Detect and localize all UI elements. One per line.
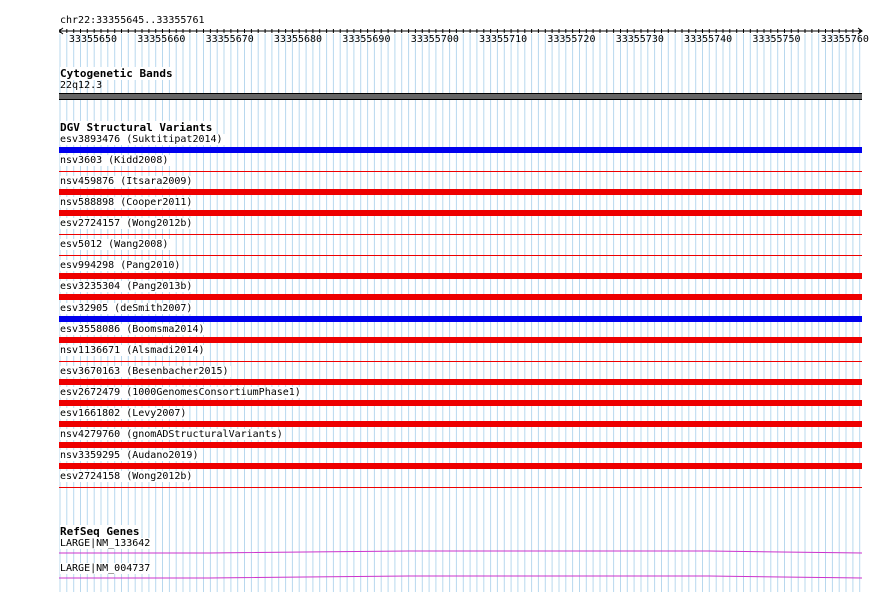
refseq-gene-line — [59, 551, 862, 553]
ruler-tick-label: 33355650 — [68, 34, 118, 45]
dgv-variant-label[interactable]: esv3893476 (Suktitipat2014) — [60, 134, 223, 145]
cytoband-bar[interactable] — [59, 93, 862, 100]
dgv-variant-bar[interactable] — [59, 147, 862, 153]
ruler-location: chr22:33355645..33355761 — [60, 15, 205, 26]
dgv-variant-bar[interactable] — [59, 189, 862, 195]
dgv-variant-bar[interactable] — [59, 337, 862, 343]
ruler-tick-label: 33355710 — [479, 34, 528, 45]
dgv-variant-line[interactable] — [59, 361, 862, 362]
ruler-tick-label: 33355690 — [342, 34, 391, 45]
dgv-variant-bar[interactable] — [59, 463, 862, 469]
dgv-variant-label[interactable]: esv5012 (Wang2008) — [60, 239, 169, 251]
dgv-variant-label[interactable]: nsv588898 (Cooper2011) — [60, 197, 193, 209]
refseq-gene-label[interactable]: LARGE|NM_133642 — [60, 538, 151, 549]
dgv-variant-label[interactable]: esv3558086 (Boomsma2014) — [60, 323, 205, 335]
dgv-variant-bar[interactable] — [59, 421, 862, 427]
dgv-variant-label[interactable]: esv3670163 (Besenbacher2015) — [60, 365, 229, 377]
dgv-variant-label[interactable]: nsv1136671 (Alsmadi2014) — [60, 344, 205, 356]
dgv-variant-bar[interactable] — [59, 294, 862, 300]
dgv-variant-bar[interactable] — [59, 400, 862, 406]
ruler-tick-label: 33355730 — [615, 34, 664, 45]
dgv-variant-label[interactable]: esv994298 (Pang2010) — [60, 260, 181, 272]
ruler-tick-label: 33355700 — [410, 34, 459, 45]
dgv-variant-label[interactable]: nsv3359295 (Audano2019) — [60, 449, 199, 461]
dgv-variant-label[interactable]: nsv3603 (Kidd2008) — [60, 155, 169, 167]
dgv-variant-label[interactable]: nsv4279760 (gnomADStructuralVariants) — [60, 428, 283, 440]
ruler-tick-label: 33355660 — [137, 34, 186, 45]
refseq-gene-model[interactable] — [59, 549, 862, 555]
cytoband-track-title: Cytogenetic Bands — [60, 67, 173, 80]
refseq-gene-model[interactable] — [59, 574, 862, 580]
dgv-track-title: DGV Structural Variants — [60, 121, 213, 134]
dgv-variant-line[interactable] — [59, 255, 862, 256]
ruler-tick-label: 33355740 — [684, 34, 733, 45]
dgv-variant-label[interactable]: esv2672479 (1000GenomesConsortiumPhase1) — [60, 386, 301, 398]
dgv-variant-bar[interactable] — [59, 316, 862, 322]
dgv-variant-label[interactable]: esv3235304 (Pang2013b) — [60, 281, 193, 293]
ruler-tick-label: 33355750 — [752, 34, 801, 45]
dgv-variant-label[interactable]: nsv459876 (Itsara2009) — [60, 176, 193, 188]
refseq-gene-label[interactable]: LARGE|NM_004737 — [60, 563, 151, 574]
dgv-variant-bar[interactable] — [59, 273, 862, 279]
dgv-variant-bar[interactable] — [59, 379, 862, 385]
ruler-tick-label: 33355680 — [273, 34, 323, 45]
ruler-tick-label: 33355670 — [205, 34, 254, 45]
dgv-variant-label[interactable]: esv2724158 (Wong2012b) — [60, 471, 193, 482]
cytoband-label: 22q12.3 — [60, 80, 103, 91]
ruler-tick-label: 33355720 — [547, 34, 596, 45]
dgv-variant-line[interactable] — [59, 234, 862, 235]
dgv-variant-line[interactable] — [59, 171, 862, 172]
dgv-variant-line[interactable] — [59, 487, 862, 488]
dgv-variant-bar[interactable] — [59, 442, 862, 448]
dgv-variant-label[interactable]: esv2724157 (Wong2012b) — [60, 218, 193, 230]
dgv-variant-bar[interactable] — [59, 210, 862, 216]
dgv-variant-label[interactable]: esv1661802 (Levy2007) — [60, 407, 187, 419]
refseq-gene-line — [59, 576, 862, 578]
refseq-track-title: RefSeq Genes — [60, 525, 140, 538]
ruler-tick-label: 33355760 — [820, 34, 869, 45]
dgv-variant-label[interactable]: esv32905 (deSmith2007) — [60, 302, 193, 314]
